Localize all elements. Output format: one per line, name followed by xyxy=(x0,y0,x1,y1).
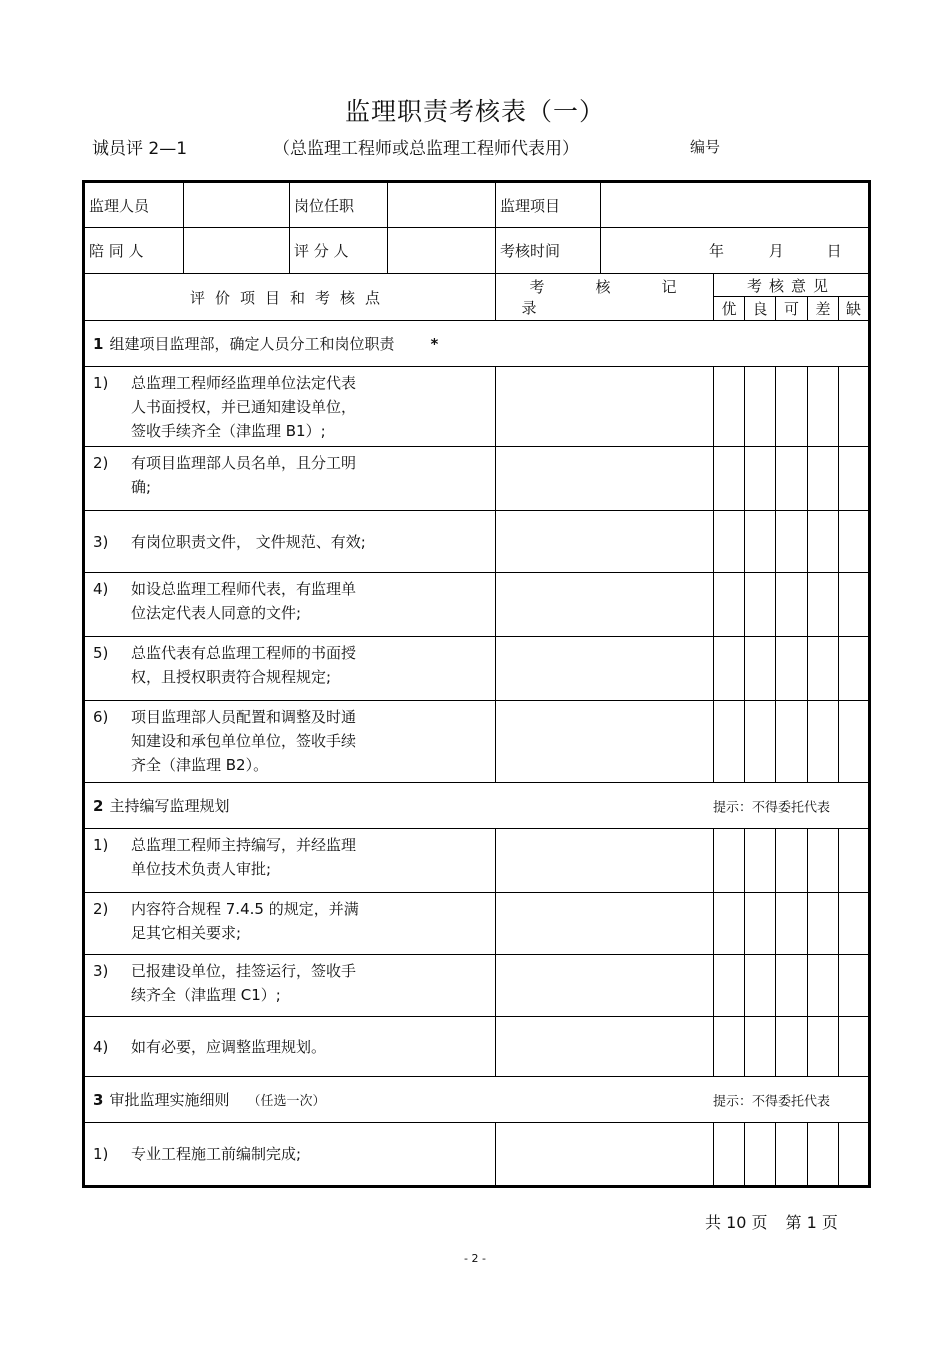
form-code: 诚员评 2—1 xyxy=(92,139,188,159)
grade-cell-poor[interactable] xyxy=(808,701,839,783)
assessment-table xyxy=(82,180,871,1188)
grade-cell-good[interactable] xyxy=(745,955,776,1017)
label-scorer: 评 分 人 xyxy=(290,228,388,274)
form-usage-note: （总监理工程师或总监理工程师代表用） xyxy=(273,139,579,159)
assessment-point xyxy=(84,511,496,573)
grade-cell-fair[interactable] xyxy=(776,447,808,511)
record-char-1: 考 xyxy=(529,278,545,296)
grade-cell-poor[interactable] xyxy=(808,829,839,893)
grade-cell-excellent[interactable] xyxy=(714,573,745,637)
point-number: 4) xyxy=(93,1037,109,1056)
grade-cell-poor[interactable] xyxy=(808,1123,839,1187)
supervisor-value[interactable] xyxy=(184,182,290,228)
point-number: 1) xyxy=(93,836,109,854)
label-supervisor: 监理人员 xyxy=(84,182,184,228)
record-cell[interactable] xyxy=(496,573,714,637)
record-heading xyxy=(496,274,714,321)
grade-cell-excellent[interactable] xyxy=(714,701,745,783)
grade-cell-good[interactable] xyxy=(745,511,776,573)
grade-missing: 缺 xyxy=(839,297,870,321)
section-number: 1 xyxy=(93,335,104,353)
assessment-point xyxy=(84,893,496,955)
grade-cell-fair[interactable] xyxy=(776,701,808,783)
grade-cell-missing[interactable] xyxy=(839,829,870,893)
grade-cell-poor[interactable] xyxy=(808,511,839,573)
table-row xyxy=(84,955,870,1017)
grade-fair: 可 xyxy=(776,297,808,321)
grade-cell-poor[interactable] xyxy=(808,637,839,701)
grade-cell-missing[interactable] xyxy=(839,1017,870,1077)
grade-cell-fair[interactable] xyxy=(776,1017,808,1077)
table-row xyxy=(84,447,870,511)
section-number: 2 xyxy=(93,797,104,815)
grade-cell-good[interactable] xyxy=(745,637,776,701)
table-row xyxy=(84,1017,870,1077)
total-pages: 共 10 页 xyxy=(705,1213,768,1232)
date-year: 年 xyxy=(709,242,725,260)
table-row xyxy=(84,511,870,573)
section-row xyxy=(84,321,870,367)
record-cell[interactable] xyxy=(496,955,714,1017)
record-cell[interactable] xyxy=(496,829,714,893)
header-row-2 xyxy=(84,228,870,274)
table-row xyxy=(84,637,870,701)
grade-cell-fair[interactable] xyxy=(776,511,808,573)
grade-cell-excellent[interactable] xyxy=(714,955,745,1017)
section-title: 主持编写监理规划 xyxy=(109,797,230,815)
assessment-point xyxy=(84,1017,496,1077)
grade-cell-excellent[interactable] xyxy=(714,893,745,955)
point-text: 如设总监理工程师代表，有监理单 位法定代表人同意的文件; xyxy=(131,580,357,622)
section-star: * xyxy=(430,335,439,353)
grade-cell-good[interactable] xyxy=(745,367,776,447)
record-cell[interactable] xyxy=(496,511,714,573)
grade-cell-excellent[interactable] xyxy=(714,511,745,573)
opinion-heading: 考核意见 xyxy=(714,274,870,297)
grade-cell-missing[interactable] xyxy=(839,511,870,573)
date-month: 月 xyxy=(768,242,784,260)
table-row xyxy=(84,367,870,447)
grade-cell-good[interactable] xyxy=(745,1123,776,1187)
assessment-point xyxy=(84,701,496,783)
grade-cell-fair[interactable] xyxy=(776,573,808,637)
grade-cell-fair[interactable] xyxy=(776,829,808,893)
grade-cell-excellent[interactable] xyxy=(714,367,745,447)
point-text: 项目监理部人员配置和调整及时通 知建设和承包单位单位，签收手续 齐全（津监理 B2）。 xyxy=(131,708,357,774)
grade-cell-excellent[interactable] xyxy=(714,1017,745,1077)
point-number: 2) xyxy=(93,900,109,918)
assessment-point xyxy=(84,955,496,1017)
point-number: 2) xyxy=(93,454,109,472)
grade-cell-excellent[interactable] xyxy=(714,1123,745,1187)
grade-cell-poor[interactable] xyxy=(808,367,839,447)
record-cell[interactable] xyxy=(496,1123,714,1187)
point-number: 3) xyxy=(93,962,109,980)
point-text: 专业工程施工前编制完成; xyxy=(131,1145,302,1163)
eval-points-heading: 评价项目和考核点 xyxy=(84,274,496,321)
assessment-point xyxy=(84,829,496,893)
section-row xyxy=(84,1077,870,1123)
table-row xyxy=(84,701,870,783)
section-title: 组建项目监理部，确定人员分工和岗位职责 xyxy=(109,335,395,353)
point-number: 1) xyxy=(93,1145,109,1163)
point-text: 总监代表有总监理工程师的书面授 权，且授权职责符合规程规定; xyxy=(131,644,357,686)
grade-cell-excellent[interactable] xyxy=(714,829,745,893)
form-number-label: 编号 xyxy=(690,138,721,156)
point-number: 3) xyxy=(93,532,109,551)
table-row xyxy=(84,573,870,637)
grade-cell-fair[interactable] xyxy=(776,955,808,1017)
scorer-value[interactable] xyxy=(388,228,496,274)
grade-cell-missing[interactable] xyxy=(839,701,870,783)
grade-cell-missing[interactable] xyxy=(839,955,870,1017)
grade-excellent: 优 xyxy=(714,297,745,321)
grade-cell-excellent[interactable] xyxy=(714,637,745,701)
position-value[interactable] xyxy=(388,182,496,228)
point-number: 5) xyxy=(93,644,109,662)
table-row xyxy=(84,829,870,893)
grade-cell-missing[interactable] xyxy=(839,893,870,955)
grade-cell-excellent[interactable] xyxy=(714,447,745,511)
grade-cell-good[interactable] xyxy=(745,1017,776,1077)
page-number: - 2 - xyxy=(464,1252,486,1265)
grade-cell-good[interactable] xyxy=(745,573,776,637)
record-char-2: 核 xyxy=(595,278,611,296)
label-companion: 陪 同 人 xyxy=(84,228,184,274)
point-text: 如有必要，应调整监理规划。 xyxy=(131,1037,327,1056)
record-char-4: 录 xyxy=(521,299,537,317)
section-title: 审批监理实施细则 xyxy=(109,1091,230,1109)
section-hint: 提示：不得委托代表 xyxy=(713,800,831,815)
section-heading xyxy=(84,1077,870,1123)
table-row xyxy=(84,1123,870,1187)
grade-cell-missing[interactable] xyxy=(839,1123,870,1187)
record-cell[interactable] xyxy=(496,367,714,447)
label-assess-time: 考核时间 xyxy=(496,228,601,274)
assessment-point xyxy=(84,447,496,511)
point-number: 6) xyxy=(93,708,109,726)
grade-cell-poor[interactable] xyxy=(808,447,839,511)
section-heading xyxy=(84,783,870,829)
grade-cell-missing[interactable] xyxy=(839,367,870,447)
grade-cell-fair[interactable] xyxy=(776,367,808,447)
section-heading xyxy=(84,321,870,367)
grade-cell-missing[interactable] xyxy=(839,447,870,511)
record-cell[interactable] xyxy=(496,447,714,511)
grade-good: 良 xyxy=(745,297,776,321)
grade-cell-good[interactable] xyxy=(745,447,776,511)
point-text: 已报建设单位，挂签运行，签收手 续齐全（津监理 C1）; xyxy=(131,962,357,1004)
form-title: 监理职责考核表（一） xyxy=(344,97,605,126)
grade-cell-fair[interactable] xyxy=(776,1123,808,1187)
record-cell[interactable] xyxy=(496,893,714,955)
assessment-point xyxy=(84,367,496,447)
point-text: 有岗位职责文件， 文件规范、有效; xyxy=(131,532,366,551)
assessment-point xyxy=(84,573,496,637)
current-page: 第 1 页 xyxy=(785,1213,838,1232)
companion-value[interactable] xyxy=(184,228,290,274)
record-cell[interactable] xyxy=(496,1017,714,1077)
assessment-point xyxy=(84,1123,496,1187)
point-text: 总监理工程师主持编写，并经监理 单位技术负责人审批; xyxy=(131,836,357,878)
section-note: （任选一次） xyxy=(247,1094,326,1109)
table-head-row-1 xyxy=(84,274,870,297)
grade-cell-missing[interactable] xyxy=(839,573,870,637)
page-count xyxy=(705,1210,856,1233)
label-position: 岗位任职 xyxy=(290,182,388,228)
point-number: 1) xyxy=(93,374,109,392)
grade-cell-good[interactable] xyxy=(745,701,776,783)
point-text: 有项目监理部人员名单，且分工明 确; xyxy=(131,454,357,496)
assessment-point xyxy=(84,637,496,701)
grade-cell-fair[interactable] xyxy=(776,893,808,955)
project-value[interactable] xyxy=(601,182,870,228)
point-number: 4) xyxy=(93,580,109,598)
point-text: 内容符合规程 7.4.5 的规定，并满 足其它相关要求; xyxy=(131,900,359,942)
record-cell[interactable] xyxy=(496,637,714,701)
section-number: 3 xyxy=(93,1091,104,1109)
section-row xyxy=(84,783,870,829)
grade-cell-poor[interactable] xyxy=(808,955,839,1017)
grade-cell-poor[interactable] xyxy=(808,893,839,955)
record-char-3: 记 xyxy=(661,278,677,296)
point-text: 总监理工程师经监理单位法定代表 人书面授权，并已通知建设单位， 签收手续齐全（津监理 B1）; xyxy=(131,374,357,440)
grade-poor: 差 xyxy=(808,297,839,321)
grade-cell-good[interactable] xyxy=(745,893,776,955)
grade-cell-poor[interactable] xyxy=(808,573,839,637)
record-cell[interactable] xyxy=(496,701,714,783)
grade-cell-poor[interactable] xyxy=(808,1017,839,1077)
grade-cell-good[interactable] xyxy=(745,829,776,893)
table-row xyxy=(84,893,870,955)
section-hint: 提示：不得委托代表 xyxy=(713,1094,831,1109)
grade-cell-missing[interactable] xyxy=(839,637,870,701)
assess-date-value[interactable] xyxy=(601,228,870,274)
grade-cell-fair[interactable] xyxy=(776,637,808,701)
date-day: 日 xyxy=(826,242,842,260)
label-project: 监理项目 xyxy=(496,182,601,228)
header-row-1 xyxy=(84,182,870,228)
